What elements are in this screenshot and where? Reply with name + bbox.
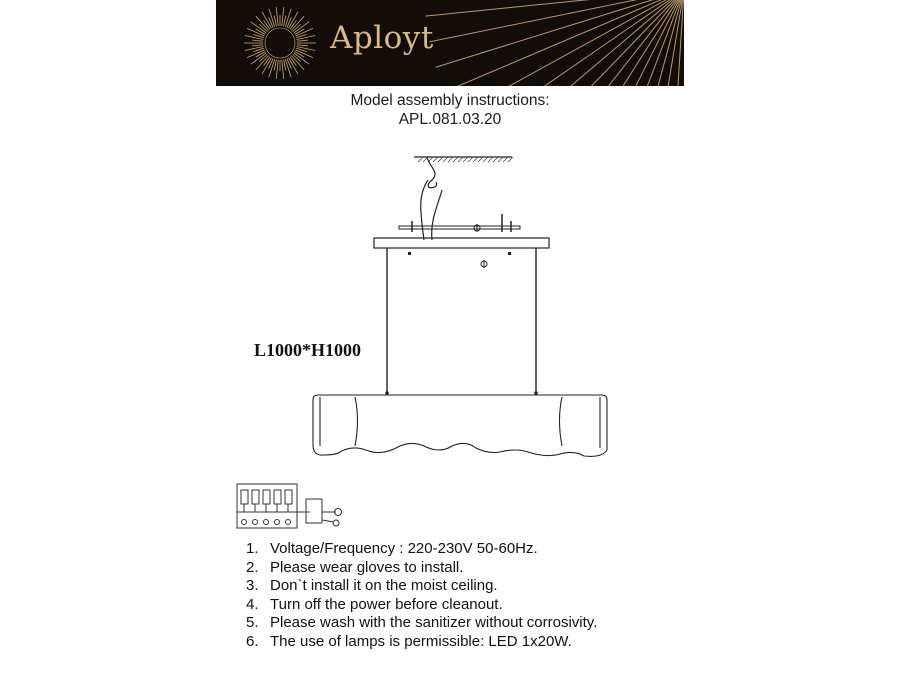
instruction-number: 4. <box>246 595 259 613</box>
instruction-item <box>246 577 597 596</box>
model-number: APL.081.03.20 <box>398 111 502 128</box>
dimensions-label: L1000*H1000 <box>254 340 362 360</box>
brand-name: Aployt <box>330 20 434 56</box>
instruction-text: Voltage/Frequency : 220-230V 50-60Hz. <box>270 540 538 557</box>
instruction-number: 5. <box>246 614 259 632</box>
wiring-diagram <box>237 484 342 528</box>
instruction-text: Please wash with the sanitizer without corrosivity. <box>270 614 598 632</box>
instruction-text: Please wear gloves to install. <box>270 558 464 576</box>
mounting-bracket <box>399 214 520 232</box>
instruction-number: 3. <box>246 577 259 595</box>
instruction-text: Don`t install it on the moist ceiling. <box>270 577 498 595</box>
instruction-item <box>246 614 597 633</box>
instruction-item <box>246 633 597 652</box>
instruction-item <box>246 596 597 615</box>
instruction-number: 1. <box>246 540 259 557</box>
document-title: Model assembly instructions: <box>350 92 550 109</box>
instruction-item <box>246 540 597 559</box>
instruction-text: Turn off the power before cleanout. <box>270 595 503 613</box>
instruction-text: The use of lamps is permissible: LED 1x20W. <box>270 632 572 650</box>
lamp-body <box>313 395 607 456</box>
instructions-list <box>246 540 597 652</box>
ceiling-canopy <box>374 238 549 248</box>
instruction-number: 2. <box>246 558 259 576</box>
power-cable <box>421 157 437 240</box>
instruction-item <box>246 559 597 578</box>
instruction-number: 6. <box>246 632 259 650</box>
